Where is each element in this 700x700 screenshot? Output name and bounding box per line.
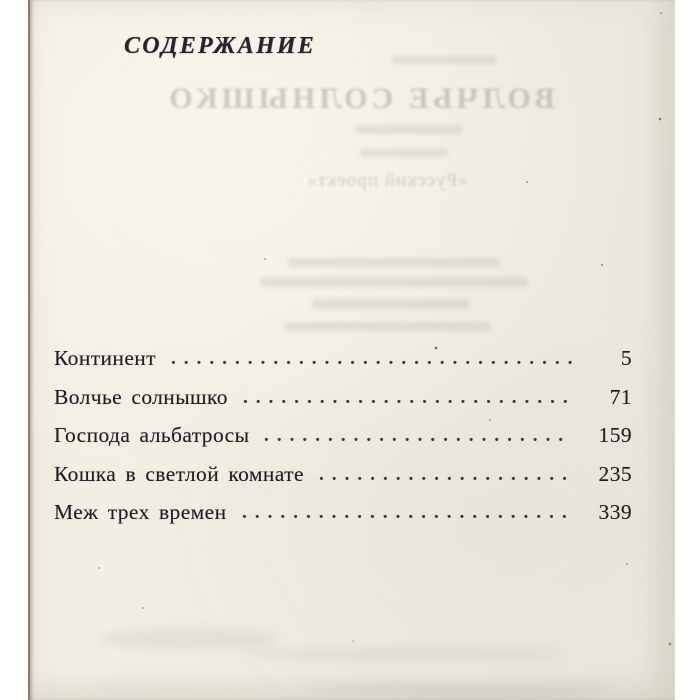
bleed-through-line bbox=[285, 322, 490, 331]
bleed-through-line bbox=[360, 149, 448, 157]
toc-row bbox=[54, 346, 632, 385]
toc-entry-page-number: 235 bbox=[598, 461, 632, 486]
toc-row bbox=[54, 500, 632, 539]
table-of-contents bbox=[54, 346, 632, 539]
toc-row bbox=[54, 385, 632, 424]
toc-entry-title: Меж трех времен bbox=[54, 500, 227, 525]
dot-leader bbox=[260, 437, 572, 442]
toc-entry-page-number: 159 bbox=[598, 423, 632, 448]
bleed-through-line bbox=[392, 56, 497, 64]
bleed-through-title: ВОЛЧЬЕ СОЛНЫШКО bbox=[165, 82, 555, 115]
toc-row bbox=[54, 462, 632, 501]
toc-entry-title: Континент bbox=[54, 346, 156, 370]
dot-leader bbox=[167, 360, 572, 365]
toc-entry-title: Волчье солнышко bbox=[54, 384, 228, 409]
toc-entry-title: Кошка в светлой комнате bbox=[54, 461, 304, 486]
dot-leader bbox=[315, 476, 572, 481]
bleed-through-series: «Русский проект» bbox=[306, 170, 468, 191]
toc-entry-page-number: 5 bbox=[620, 346, 632, 370]
bleed-through-line bbox=[288, 258, 500, 267]
bleed-through-smudge bbox=[310, 684, 610, 696]
page-title: СОДЕРЖАНИЕ bbox=[124, 33, 316, 59]
bleed-through-smudge bbox=[100, 628, 280, 650]
paper-dust-specks bbox=[30, 0, 32, 2]
toc-row bbox=[54, 423, 632, 462]
bleed-through-line bbox=[312, 299, 470, 309]
bleed-through-smudge bbox=[240, 648, 570, 660]
book-page-photo bbox=[28, 0, 675, 700]
dot-leader bbox=[238, 514, 573, 519]
dot-leader bbox=[239, 399, 572, 404]
toc-entry-title: Господа альбатросы bbox=[54, 423, 250, 448]
toc-entry-page-number: 339 bbox=[598, 500, 632, 525]
bleed-through-line bbox=[355, 125, 463, 134]
bleed-through-line bbox=[260, 277, 528, 287]
toc-entry-page-number: 71 bbox=[609, 384, 632, 409]
